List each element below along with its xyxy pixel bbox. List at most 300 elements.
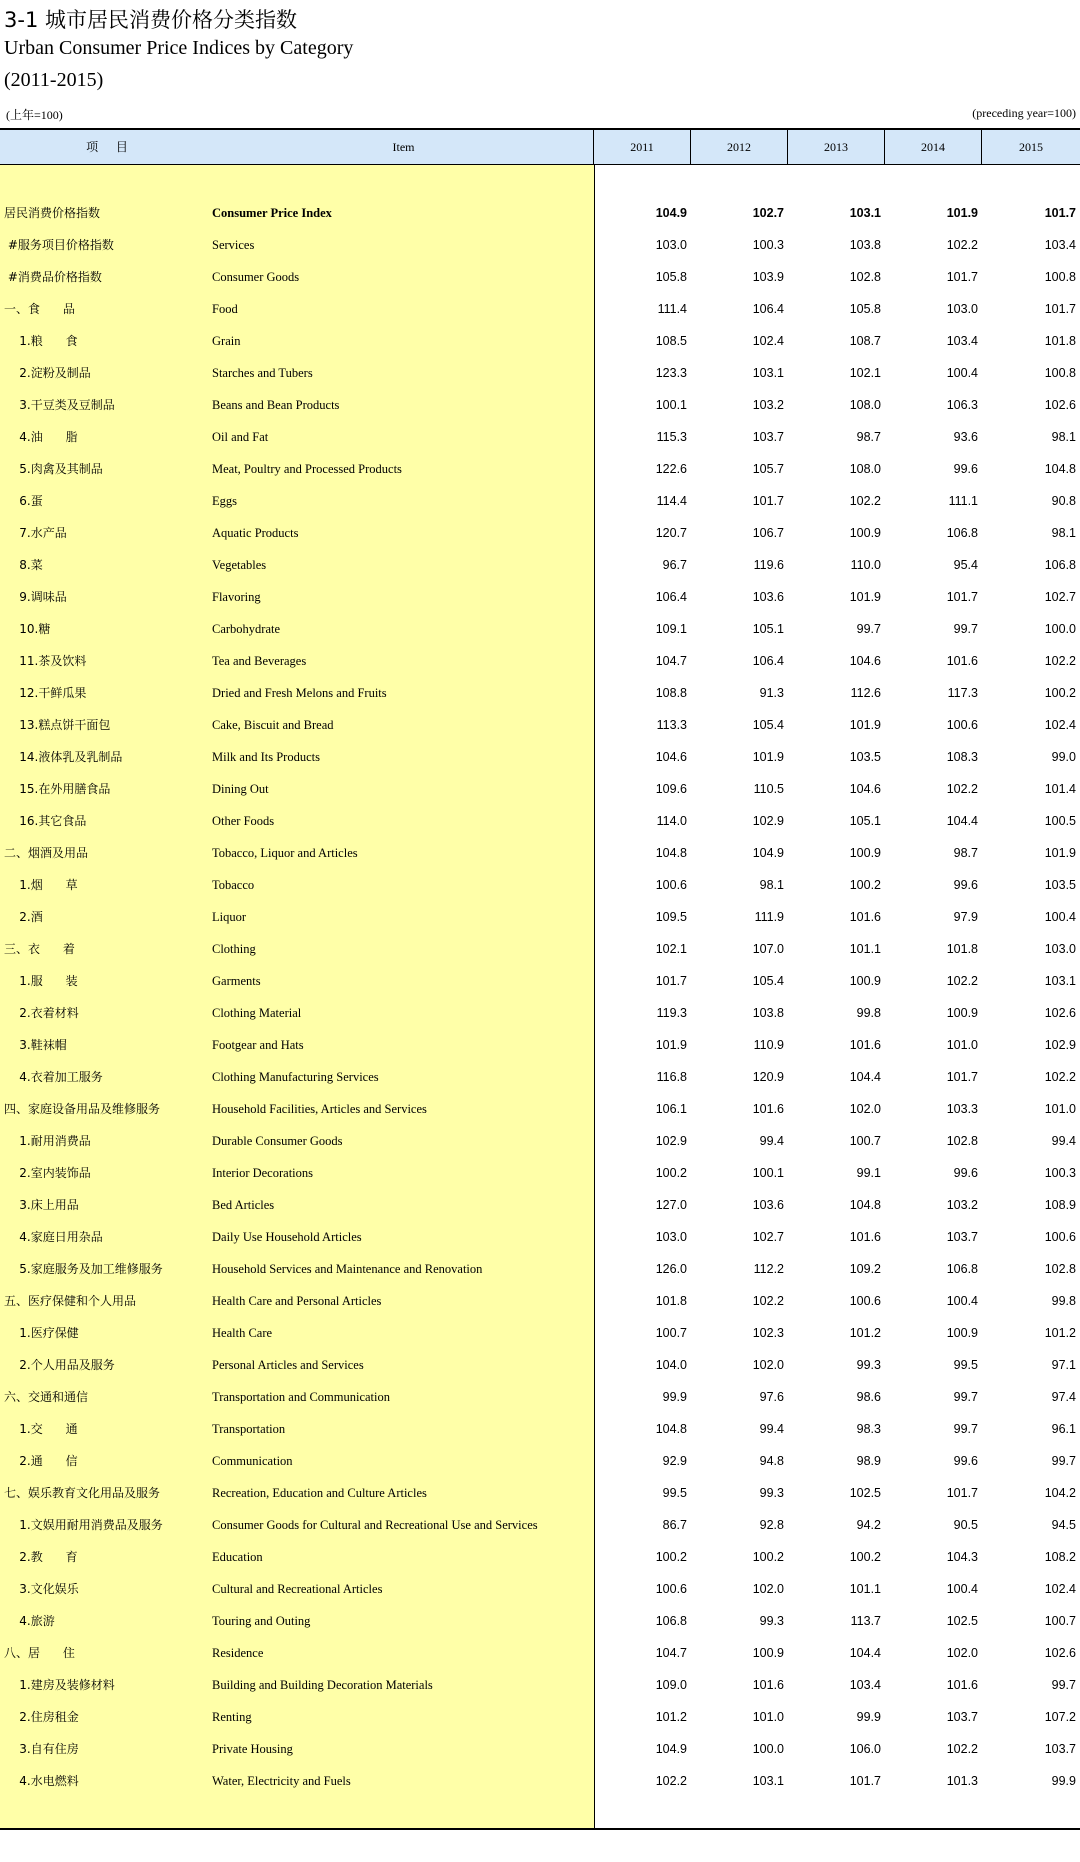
row-value: 103.7	[946, 1230, 978, 1244]
row-value: 106.1	[655, 1102, 687, 1116]
row-value: 93.6	[953, 430, 978, 444]
row-value: 101.2	[655, 1710, 687, 1724]
row-value: 101.7	[946, 1070, 978, 1084]
row-value: 100.9	[849, 526, 881, 540]
table-row	[0, 293, 1080, 325]
table-row	[0, 677, 1080, 709]
row-label-en: Personal Articles and Services	[212, 1358, 364, 1372]
row-value: 100.2	[849, 878, 881, 892]
row-value: 104.9	[752, 846, 784, 860]
row-label-cn: 2.教 育	[4, 1550, 78, 1564]
row-label-cn: 4.旅游	[4, 1614, 55, 1628]
row-value: 101.7	[946, 1486, 978, 1500]
row-value: 99.4	[759, 1134, 784, 1148]
row-value: 112.2	[753, 1262, 784, 1276]
row-value: 101.0	[1044, 1102, 1076, 1116]
row-value: 99.7	[953, 1422, 978, 1436]
row-value: 107.0	[752, 942, 784, 956]
row-value: 120.9	[752, 1070, 784, 1084]
table-row	[0, 805, 1080, 837]
row-value: 100.4	[1044, 910, 1076, 924]
row-value: 98.6	[856, 1390, 881, 1404]
row-value: 94.8	[759, 1454, 784, 1468]
table-row	[0, 549, 1080, 581]
row-value: 101.6	[849, 910, 881, 924]
row-label-cn: 12.干鲜瓜果	[4, 686, 87, 700]
row-value: 103.7	[946, 1710, 978, 1724]
row-value: 100.6	[655, 878, 687, 892]
row-value: 101.8	[1044, 334, 1076, 348]
row-label-en: Recreation, Education and Culture Articles	[212, 1486, 427, 1500]
row-value: 103.0	[655, 1230, 687, 1244]
row-value: 100.2	[655, 1166, 687, 1180]
row-value: 102.0	[946, 1646, 978, 1660]
row-value: 108.2	[1044, 1550, 1076, 1564]
table-row	[0, 517, 1080, 549]
row-value: 98.9	[856, 1454, 881, 1468]
table-row	[0, 1669, 1080, 1701]
row-value: 104.8	[1044, 462, 1076, 476]
row-label-en: Water, Electricity and Fuels	[212, 1774, 351, 1788]
row-value: 99.3	[759, 1486, 784, 1500]
row-value: 102.2	[752, 1294, 784, 1308]
row-value: 108.9	[1044, 1198, 1076, 1212]
row-label-en: Dried and Fresh Melons and Fruits	[212, 686, 387, 700]
row-value: 99.0	[1051, 750, 1076, 764]
row-value: 101.7	[946, 270, 978, 284]
row-value: 103.1	[1044, 974, 1076, 988]
row-value: 102.8	[946, 1134, 978, 1148]
row-value: 100.9	[849, 846, 881, 860]
row-value: 106.8	[655, 1614, 687, 1628]
row-value: 101.0	[946, 1038, 978, 1052]
row-value: 106.4	[752, 654, 784, 668]
table-row	[0, 325, 1080, 357]
row-value: 104.8	[655, 1422, 687, 1436]
row-value: 101.7	[849, 1774, 881, 1788]
row-value: 100.4	[946, 1294, 978, 1308]
row-value: 90.8	[1051, 494, 1076, 508]
row-value: 106.4	[655, 590, 687, 604]
table-row	[0, 1061, 1080, 1093]
row-label-en: Eggs	[212, 494, 237, 508]
row-value: 102.2	[946, 974, 978, 988]
row-label-en: Footgear and Hats	[212, 1038, 304, 1052]
row-value: 92.8	[759, 1518, 784, 1532]
row-label-cn: 9.调味品	[4, 590, 67, 604]
row-value: 101.9	[655, 1038, 687, 1052]
row-value: 95.4	[953, 558, 978, 572]
row-value: 103.7	[752, 430, 784, 444]
row-label-cn: 2.个人用品及服务	[4, 1358, 115, 1372]
row-label-cn: 2.淀粉及制品	[4, 366, 91, 380]
row-label-en: Interior Decorations	[212, 1166, 314, 1180]
row-label-cn: 三、衣 着	[4, 942, 75, 956]
table-row	[0, 1733, 1080, 1765]
row-label-en: Tobacco, Liquor and Articles	[212, 846, 358, 860]
row-label-en: Grain	[212, 334, 241, 348]
table-row	[0, 1541, 1080, 1573]
table-row	[0, 1701, 1080, 1733]
row-value: 117.3	[947, 686, 978, 700]
row-value: 91.3	[759, 686, 784, 700]
row-value: 101.0	[752, 1710, 784, 1724]
row-label-en: Clothing Manufacturing Services	[212, 1070, 379, 1084]
row-value: 101.1	[849, 942, 881, 956]
row-label-cn: 2.住房租金	[4, 1710, 79, 1724]
row-label-cn: 4.衣着加工服务	[4, 1070, 103, 1084]
row-value: 108.3	[946, 750, 978, 764]
row-value: 105.8	[849, 302, 881, 316]
page-title-cn: 3-1 城市居民消费价格分类指数	[4, 8, 297, 32]
row-value: 99.8	[1051, 1294, 1076, 1308]
row-value: 104.6	[655, 750, 687, 764]
row-value: 99.7	[953, 622, 978, 636]
page-title-en: Urban Consumer Price Indices by Category	[4, 37, 354, 59]
row-label-cn: 1.粮 食	[4, 334, 78, 348]
row-label-cn: 四、家庭设备用品及维修服务	[4, 1102, 161, 1116]
row-value: 101.9	[849, 590, 881, 604]
header-item-cn: 项 目	[86, 140, 128, 154]
row-value: 100.6	[849, 1294, 881, 1308]
row-value: 98.7	[953, 846, 978, 860]
row-value: 106.3	[946, 398, 978, 412]
row-value: 98.1	[759, 878, 784, 892]
row-value: 101.8	[655, 1294, 687, 1308]
row-value: 109.0	[655, 1678, 687, 1692]
row-value: 107.2	[1044, 1710, 1076, 1724]
row-label-cn: 3.干豆类及豆制品	[4, 398, 115, 412]
row-label-en: Renting	[212, 1710, 252, 1724]
row-value: 100.7	[655, 1326, 687, 1340]
row-value: 99.3	[856, 1358, 881, 1372]
row-value: 100.9	[752, 1646, 784, 1660]
row-value: 97.6	[759, 1390, 784, 1404]
row-value: 102.2	[946, 238, 978, 252]
row-label-cn: 13.糕点饼干面包	[4, 718, 111, 732]
table-row	[0, 837, 1080, 869]
row-value: 90.5	[953, 1518, 978, 1532]
row-value: 109.2	[849, 1262, 881, 1276]
row-label-cn: 七、娱乐教育文化用品及服务	[4, 1486, 161, 1500]
row-label-cn: 1.建房及装修材料	[4, 1678, 115, 1692]
row-value: 99.9	[662, 1390, 687, 1404]
row-value: 120.7	[655, 526, 687, 540]
row-value: 100.6	[946, 718, 978, 732]
header-year: 2014	[885, 130, 982, 165]
row-value: 104.4	[849, 1070, 881, 1084]
row-value: 110.5	[753, 782, 784, 796]
row-value: 99.1	[856, 1166, 881, 1180]
row-value: 101.1	[849, 1582, 881, 1596]
row-value: 102.2	[946, 1742, 978, 1756]
row-label-cn: 3.自有住房	[4, 1742, 79, 1756]
row-value: 103.8	[849, 238, 881, 252]
row-value: 104.8	[655, 846, 687, 860]
row-label-cn: 6.蛋	[4, 494, 43, 508]
row-label-en: Cake, Biscuit and Bread	[212, 718, 334, 732]
row-label-en: Health Care and Personal Articles	[212, 1294, 382, 1308]
row-value: 101.9	[1044, 846, 1076, 860]
table-row	[0, 933, 1080, 965]
row-value: 101.3	[946, 1774, 978, 1788]
row-value: 100.4	[946, 366, 978, 380]
row-value: 104.0	[655, 1358, 687, 1372]
row-value: 102.7	[752, 206, 784, 220]
row-value: 103.4	[849, 1678, 881, 1692]
row-label-cn: 1.服 装	[4, 974, 78, 988]
row-label-en: Carbohydrate	[212, 622, 281, 636]
table-row	[0, 1253, 1080, 1285]
row-value: 110.0	[850, 558, 881, 572]
row-label-cn: 1.耐用消费品	[4, 1134, 91, 1148]
row-label-en: Other Foods	[212, 814, 275, 828]
row-value: 101.6	[946, 1678, 978, 1692]
table-row	[0, 229, 1080, 261]
row-value: 111.1	[948, 494, 978, 508]
row-value: 100.9	[849, 974, 881, 988]
row-label-en: Food	[212, 302, 238, 316]
row-value: 103.4	[1044, 238, 1076, 252]
row-label-en: Transportation	[212, 1422, 286, 1436]
row-label-cn: 1.文娱用耐用消费品及服务	[4, 1518, 163, 1532]
row-value: 102.0	[849, 1102, 881, 1116]
row-value: 103.0	[655, 238, 687, 252]
row-value: 99.4	[759, 1422, 784, 1436]
row-value: 102.9	[1044, 1038, 1076, 1052]
row-label-cn: 7.水产品	[4, 526, 67, 540]
row-value: 102.7	[752, 1230, 784, 1244]
header-year: 2012	[691, 130, 788, 165]
row-label-cn: 1.医疗保健	[4, 1326, 79, 1340]
table-row	[0, 1413, 1080, 1445]
row-value: 94.5	[1051, 1518, 1076, 1532]
row-label-en: Tobacco	[212, 878, 255, 892]
row-value: 105.4	[752, 718, 784, 732]
row-value: 101.8	[946, 942, 978, 956]
row-value: 100.2	[849, 1550, 881, 1564]
row-value: 101.9	[849, 718, 881, 732]
row-value: 100.6	[1044, 1230, 1076, 1244]
row-label-cn: 六、交通和通信	[4, 1390, 89, 1404]
row-value: 101.6	[752, 1678, 784, 1692]
row-label-cn: 一、食 品	[4, 302, 75, 316]
row-value: 102.1	[849, 366, 881, 380]
row-value: 99.7	[1051, 1678, 1076, 1692]
row-label-en: Oil and Fat	[212, 430, 269, 444]
row-label-en: Garments	[212, 974, 261, 988]
row-value: 100.6	[655, 1582, 687, 1596]
row-label-en: Flavoring	[212, 590, 261, 604]
table-row	[0, 1349, 1080, 1381]
row-value: 99.9	[1051, 1774, 1076, 1788]
row-value: 113.7	[850, 1614, 881, 1628]
row-value: 99.6	[953, 1454, 978, 1468]
table-row	[0, 261, 1080, 293]
row-value: 99.6	[953, 1166, 978, 1180]
row-value: 110.9	[753, 1038, 784, 1052]
table-row	[0, 613, 1080, 645]
row-label-en: Touring and Outing	[212, 1614, 311, 1628]
row-value: 100.7	[849, 1134, 881, 1148]
row-value: 106.4	[752, 302, 784, 316]
row-value: 105.4	[752, 974, 784, 988]
row-value: 116.8	[656, 1070, 687, 1084]
row-value: 101.9	[752, 750, 784, 764]
row-value: 102.3	[752, 1326, 784, 1340]
row-value: 103.0	[946, 302, 978, 316]
row-value: 109.6	[655, 782, 687, 796]
row-value: 104.6	[849, 654, 881, 668]
row-value: 101.6	[752, 1102, 784, 1116]
row-value: 102.4	[752, 334, 784, 348]
row-value: 102.0	[752, 1582, 784, 1596]
row-value: 103.1	[752, 1774, 784, 1788]
table-row	[0, 997, 1080, 1029]
year-range: (2011-2015)	[4, 69, 104, 91]
row-value: 97.4	[1051, 1390, 1076, 1404]
row-value: 101.7	[655, 974, 687, 988]
row-value: 100.2	[655, 1550, 687, 1564]
row-value: 100.9	[946, 1326, 978, 1340]
row-value: 114.4	[656, 494, 687, 508]
row-value: 103.0	[1044, 942, 1076, 956]
row-label-en: Consumer Goods	[212, 270, 300, 284]
row-value: 97.9	[953, 910, 978, 924]
table-row	[0, 1477, 1080, 1509]
header-year: 2011	[594, 130, 691, 165]
table-row	[0, 1605, 1080, 1637]
row-label-en: Tea and Beverages	[212, 654, 307, 668]
table-row	[0, 197, 1080, 229]
row-value: 101.6	[849, 1038, 881, 1052]
row-label-cn: 八、居 住	[4, 1646, 75, 1660]
row-value: 101.6	[849, 1230, 881, 1244]
row-value: 106.8	[1044, 558, 1076, 572]
row-value: 122.6	[655, 462, 687, 476]
row-label-cn: 14.液体乳及乳制品	[4, 750, 123, 764]
unit-note-en: (preceding year=100)	[972, 106, 1076, 120]
row-value: 108.5	[655, 334, 687, 348]
row-value: 104.8	[849, 1198, 881, 1212]
row-value: 100.4	[946, 1582, 978, 1596]
row-value: 94.2	[856, 1518, 881, 1532]
header-item-en: Item	[214, 130, 594, 165]
row-value: 99.5	[662, 1486, 687, 1500]
row-label-en: Education	[212, 1550, 263, 1564]
row-value: 104.7	[655, 1646, 687, 1660]
row-value: 103.1	[752, 366, 784, 380]
table-row	[0, 1381, 1080, 1413]
row-label-cn: 10.糖	[4, 622, 51, 636]
row-value: 99.7	[1051, 1454, 1076, 1468]
row-value: 104.4	[849, 1646, 881, 1660]
row-value: 119.3	[656, 1006, 687, 1020]
header-year: 2013	[788, 130, 885, 165]
row-value: 106.7	[752, 526, 784, 540]
row-value: 99.7	[953, 1390, 978, 1404]
row-value: 106.8	[946, 1262, 978, 1276]
row-value: 102.2	[1044, 654, 1076, 668]
row-value: 105.8	[655, 270, 687, 284]
row-value: 115.3	[656, 430, 687, 444]
row-value: 104.4	[946, 814, 978, 828]
row-value: 101.7	[1044, 302, 1076, 316]
row-value: 113.3	[656, 718, 687, 732]
row-value: 100.0	[1044, 622, 1076, 636]
row-value: 102.2	[849, 494, 881, 508]
row-label-en: Liquor	[212, 910, 247, 924]
row-value: 109.5	[655, 910, 687, 924]
row-value: 101.6	[946, 654, 978, 668]
row-label-en: Aquatic Products	[212, 526, 299, 540]
table-row	[0, 581, 1080, 613]
row-label-cn: 3.文化娱乐	[4, 1582, 79, 1596]
row-label-cn: 2.衣着材料	[4, 1006, 79, 1020]
row-label-en: Health Care	[212, 1326, 273, 1340]
row-value: 102.0	[752, 1358, 784, 1372]
table-row	[0, 869, 1080, 901]
row-label-cn: 5.肉禽及其制品	[4, 462, 103, 476]
row-value: 103.6	[752, 590, 784, 604]
row-value: 98.1	[1051, 526, 1076, 540]
table-row	[0, 1765, 1080, 1797]
row-value: 99.6	[953, 878, 978, 892]
row-value: 101.4	[1044, 782, 1076, 796]
row-value: 103.8	[752, 1006, 784, 1020]
table-row	[0, 1317, 1080, 1349]
row-label-en: Cultural and Recreational Articles	[212, 1582, 383, 1596]
row-label-en: Dining Out	[212, 782, 269, 796]
row-label-en: Residence	[212, 1646, 264, 1660]
row-value: 104.6	[849, 782, 881, 796]
row-value: 98.1	[1051, 430, 1076, 444]
row-value: 102.6	[1044, 1646, 1076, 1660]
table-row	[0, 1573, 1080, 1605]
table-row	[0, 1221, 1080, 1253]
table-row	[0, 1029, 1080, 1061]
row-value: 111.4	[657, 302, 687, 316]
row-label-en: Milk and Its Products	[212, 750, 320, 764]
row-value: 100.3	[752, 238, 784, 252]
row-label-cn: 4.水电燃料	[4, 1774, 79, 1788]
row-label-cn: 3.床上用品	[4, 1198, 79, 1212]
row-value: 101.9	[946, 206, 978, 220]
row-value: 96.7	[662, 558, 687, 572]
row-label-en: Vegetables	[212, 558, 267, 572]
row-value: 98.7	[856, 430, 881, 444]
row-value: 108.0	[849, 462, 881, 476]
row-value: 104.9	[655, 206, 687, 220]
row-label-en: Beans and Bean Products	[212, 398, 340, 412]
row-label-cn: 居民消费价格指数	[4, 206, 101, 220]
row-label-en: Household Services and Maintenance and Renovation	[212, 1262, 483, 1276]
table-row	[0, 1125, 1080, 1157]
row-value: 100.0	[752, 1742, 784, 1756]
table-row	[0, 1445, 1080, 1477]
row-value: 102.2	[946, 782, 978, 796]
row-value: 119.6	[753, 558, 784, 572]
row-value: 99.8	[856, 1006, 881, 1020]
table-row	[0, 741, 1080, 773]
table-row	[0, 421, 1080, 453]
table-row	[0, 1093, 1080, 1125]
row-label-en: Durable Consumer Goods	[212, 1134, 343, 1148]
row-value: 109.1	[655, 622, 687, 636]
row-value: 96.1	[1051, 1422, 1076, 1436]
row-label-cn: 8.菜	[4, 558, 43, 572]
bottom-rule	[0, 1828, 1080, 1830]
